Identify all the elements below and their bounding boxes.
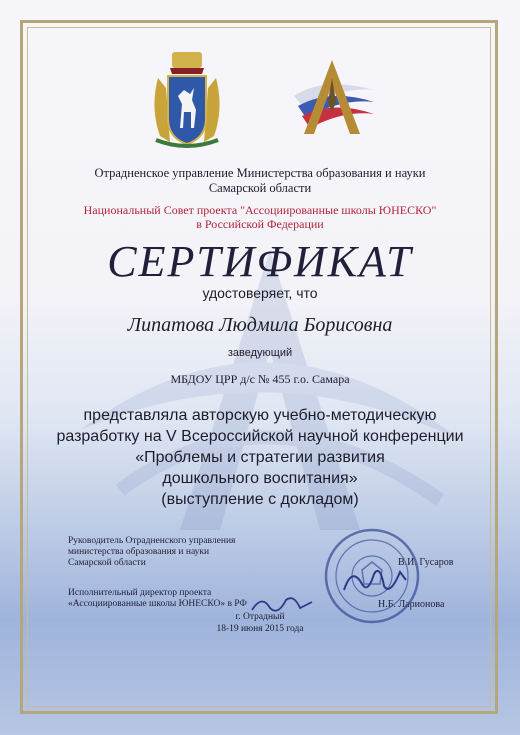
signer-1-role-line-2: министерства образования и науки [68, 547, 210, 557]
signer-2-role-line-2: «Ассоциированные школы ЮНЕСКО» в РФ [68, 599, 247, 609]
body-line-3: «Проблемы и стратегии развития [135, 449, 385, 466]
conference-logo-icon [284, 56, 380, 138]
footer-city: г. Отрадный [235, 612, 285, 622]
signer-1-name: В.И. Гусаров [398, 557, 454, 568]
issuer-line-3: Национальный Совет проекта "Ассоциированные школы ЮНЕСКО" [83, 203, 437, 217]
recipient-organization: МБДОУ ЦРР д/с № 455 г.о. Самара [170, 372, 350, 386]
issuer-line-1: Отрадненское управление Министерства образования и науки [94, 166, 426, 180]
certifies-text: удостоверяет, что [202, 285, 318, 301]
signer-2-name: Н.Б. Ларионова [378, 599, 445, 610]
signer-2-role-line-1: Исполнительный директор проекта [68, 588, 212, 598]
recipient-name: Липатова Людмила Борисовна [127, 314, 393, 336]
signer-1-role-line-3: Самарской области [68, 558, 146, 568]
body-line-5: (выступление с докладом) [161, 491, 359, 508]
body-line-4: дошкольного воспитания» [162, 470, 358, 487]
signer-1-role-line-1: Руководитель Отрадненского управления [68, 536, 236, 546]
body-line-1: представляла авторскую учебно-методическую [83, 407, 437, 424]
body-line-2: разработку на V Всероссийской научной конференции [56, 428, 464, 445]
recipient-position: заведующий [227, 347, 293, 359]
issuer-line-2: Самарской области [208, 181, 312, 195]
certificate-title: СЕРТИФИКАТ [107, 237, 413, 286]
issuer-line-4: в Российской Федерации [196, 217, 324, 231]
footer-date: 18-19 июня 2015 года [216, 624, 304, 634]
samara-coat-of-arms-icon [150, 48, 224, 150]
signature-icon [340, 560, 410, 600]
